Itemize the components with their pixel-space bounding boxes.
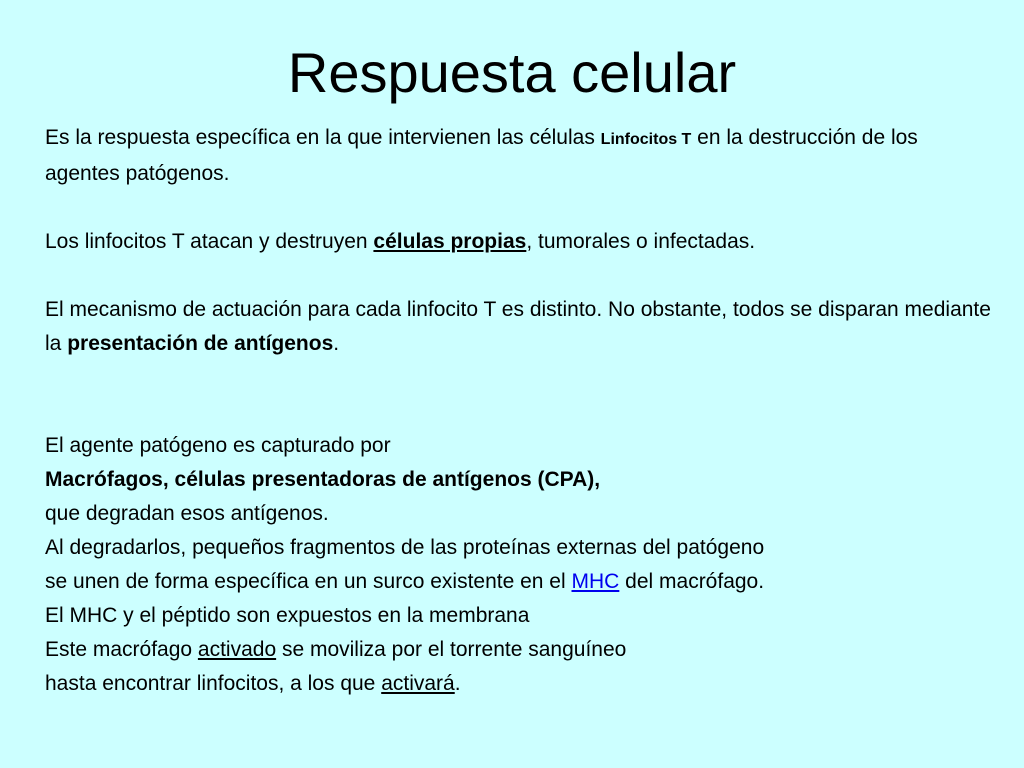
text-run: del macrófago.: [619, 570, 765, 593]
celulas-propias-term: células propias: [373, 230, 527, 253]
paragraph-targets: [45, 225, 995, 259]
text-run: Este macrófago: [45, 638, 198, 661]
line-mhc-binding: [45, 565, 995, 599]
text-run: hasta encontrar linfocitos, a los que: [45, 672, 382, 695]
line-exposed: El MHC y el péptido son expuestos en la membrana: [45, 604, 530, 627]
text-run: El mecanismo de actuación para cada linfocito T es distinto. No obstante, todos se disparan mediante la: [45, 298, 991, 355]
text-run: se unen de forma específica en un surco existente en el: [45, 570, 572, 593]
text-run: se moviliza por el torrente sanguíneo: [276, 638, 627, 661]
slide-body: [45, 121, 995, 701]
line-fragments: Al degradarlos, pequeños fragmentos de las proteínas externas del patógeno: [45, 536, 765, 559]
line-capture: El agente patógeno es capturado por: [45, 434, 391, 457]
text-run: .: [333, 332, 340, 355]
line-macrofagos: Macrófagos, células presentadoras de antígenos (CPA),: [45, 468, 601, 491]
activado-term: activado: [197, 638, 277, 661]
linfocitos-t-term: Linfocitos T: [600, 131, 692, 148]
text-run: Los linfocitos T atacan y destruyen: [45, 230, 374, 253]
text-run: Es la respuesta específica en la que intervienen las células: [45, 126, 601, 149]
paragraph-mechanism: [45, 293, 995, 361]
text-run: , tumorales o infectadas.: [526, 230, 756, 253]
line-activated: [45, 633, 995, 667]
activara-term: activará: [381, 672, 455, 695]
mhc-link[interactable]: MHC: [571, 570, 620, 593]
paragraph-definition: [45, 121, 995, 191]
line-degrade: que degradan esos antígenos.: [45, 502, 329, 525]
slide-title: Respuesta celular: [287, 41, 737, 104]
text-run: en la destrucción de los agentes patógenos.: [45, 126, 918, 185]
line-activates-lymphocytes: [45, 667, 995, 701]
text-run: .: [454, 672, 461, 695]
presentacion-antigenos-term: presentación de antígenos: [67, 332, 334, 355]
